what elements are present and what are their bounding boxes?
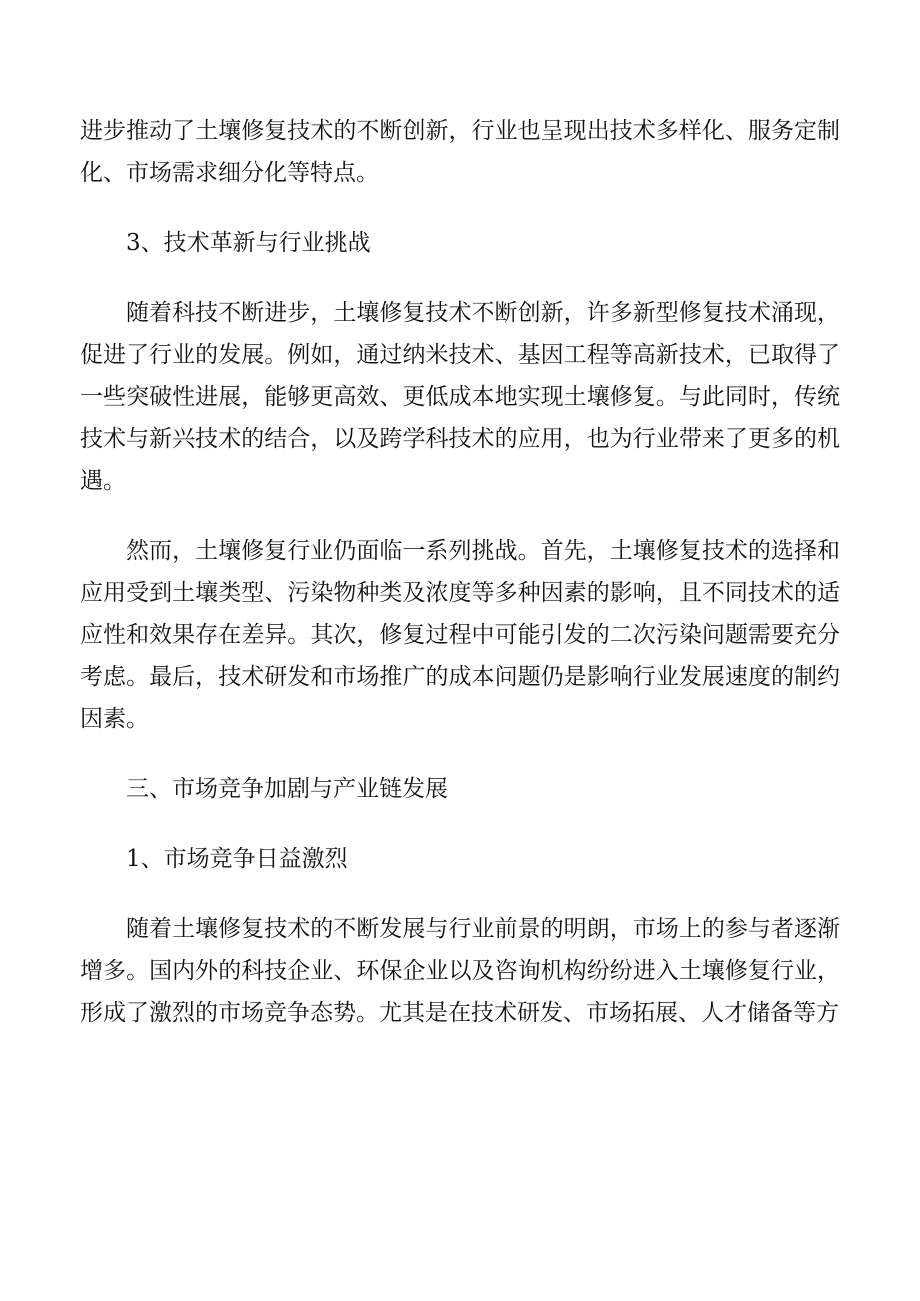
continuation-paragraph: 进步推动了土壤修复技术的不断创新，行业也呈现出技术多样化、服务定制化、市场需求细分化等特点。 <box>80 118 840 186</box>
section-1-heading: 1、市场竞争日益激烈 <box>126 846 348 872</box>
chapter-3-heading: 三、市场竞争加剧与产业链发展 <box>126 776 448 802</box>
document-body <box>80 110 840 1034</box>
section-1-paragraph-1: 随着土壤修复技术的不断发展与行业前景的明朗，市场上的参与者逐渐增多。国内外的科技企业、环保企业以及咨询机构纷纷进入土壤修复行业，形成了激烈的市场竞争态势。尤其是在技术研发、市场拓展、人才储备等方 <box>80 916 840 1026</box>
section-3-paragraph-1: 随着科技不断进步，土壤修复技术不断创新，许多新型修复技术涌现，促进了行业的发展。例如，通过纳米技术、基因工程等高新技术，已取得了一些突破性进展，能够更高效、更低成本地实现土壤修复。与此同时，传统技术与新兴技术的结合，以及跨学科技术的应用，也为行业带来了更多的机遇。 <box>80 300 840 494</box>
section-3-heading: 3、技术革新与行业挑战 <box>126 230 371 256</box>
section-3-paragraph-2: 然而，土壤修复行业仍面临一系列挑战。首先，土壤修复技术的选择和应用受到土壤类型、污染物种类及浓度等多种因素的影响，且不同技术的适应性和效果存在差异。其次，修复过程中可能引发的二次污染问题需要充分考虑。最后，技术研发和市场推广的成本问题仍是影响行业发展速度的制约因素。 <box>80 538 840 732</box>
